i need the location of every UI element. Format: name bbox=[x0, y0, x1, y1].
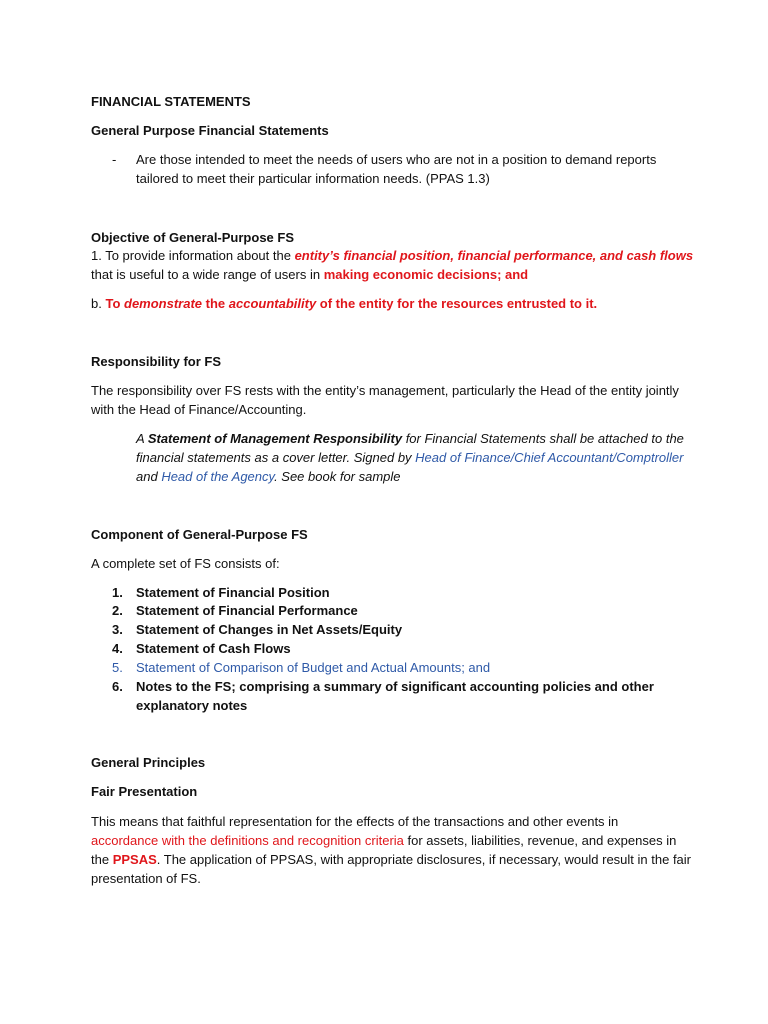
ppsas-emphasis: PPSAS bbox=[112, 852, 157, 867]
document-title: FINANCIAL STATEMENTS bbox=[91, 94, 251, 109]
smr-title: Statement of Management Responsibility bbox=[147, 431, 403, 446]
objective-b-accountability: accountability bbox=[228, 296, 317, 311]
list-item-continuation bbox=[112, 698, 247, 714]
smr-line-2 bbox=[136, 450, 684, 466]
responsibility-line-1: The responsibility over FS rests with the entity’s management, particularly the Head of the entity jointly bbox=[91, 383, 679, 398]
components-heading: Component of General-Purpose FS bbox=[91, 527, 308, 542]
list-item bbox=[112, 585, 330, 601]
objective-b-rest: of the entity for the resources entrusted to it. bbox=[316, 296, 598, 311]
list-item-text: explanatory notes bbox=[136, 698, 248, 713]
list-item bbox=[112, 660, 490, 676]
objective-b-prefix: b. bbox=[91, 296, 106, 311]
gpfs-definition-line-2: tailored to meet their particular information needs. (PPAS 1.3) bbox=[136, 171, 490, 186]
smr-line-1-c: for Financial Statements shall be attached to the bbox=[402, 431, 684, 446]
list-item-text: Statement of Cash Flows bbox=[136, 641, 291, 656]
objective-emphasis-decisions: making economic decisions; and bbox=[323, 267, 529, 282]
list-item bbox=[112, 679, 654, 695]
list-item-number: 1. bbox=[112, 585, 123, 600]
list-item-number: 6. bbox=[112, 679, 123, 694]
list-item-number: 4. bbox=[112, 641, 123, 656]
smr-line-2-a: financial statements as a cover letter. Signed by bbox=[136, 450, 416, 465]
fair-presentation-line-1: This means that faithful representation for the effects of the transactions and other events in bbox=[91, 814, 619, 829]
responsibility-line-2: with the Head of Finance/Accounting. bbox=[91, 402, 307, 417]
list-item bbox=[112, 603, 358, 619]
fair-presentation-emphasis: accordance with the definitions and recognition criteria bbox=[91, 833, 404, 848]
list-item bbox=[112, 622, 402, 638]
objective-line-1-text: 1. To provide information about the bbox=[91, 248, 295, 263]
gpfs-heading: General Purpose Financial Statements bbox=[91, 123, 329, 138]
list-item-number: 2. bbox=[112, 603, 123, 618]
objective-b-to: To bbox=[105, 296, 124, 311]
list-item-text: Notes to the FS; comprising a summary of significant accounting policies and other bbox=[136, 679, 654, 694]
smr-line-3-a: and bbox=[136, 469, 162, 484]
smr-line-1 bbox=[136, 431, 684, 447]
objective-line-2-text: that is useful to a wide range of users in bbox=[91, 267, 324, 282]
list-item-text: Statement of Financial Performance bbox=[136, 603, 358, 618]
smr-line-3 bbox=[136, 469, 401, 485]
principles-heading: General Principles bbox=[91, 755, 206, 770]
fair-presentation-line-2 bbox=[91, 833, 676, 849]
objective-b-the: the bbox=[202, 296, 229, 311]
responsibility-heading: Responsibility for FS bbox=[91, 354, 222, 369]
smr-line-3-c: . See book for sample bbox=[274, 469, 401, 484]
objective-item-b bbox=[91, 296, 597, 312]
list-item-text: Statement of Financial Position bbox=[136, 585, 330, 600]
fair-presentation-line-3 bbox=[91, 852, 691, 868]
smr-signatory-agency: Head of the Agency bbox=[161, 469, 275, 484]
objective-b-demonstrate: demonstrate bbox=[124, 296, 203, 311]
list-item-number: 3. bbox=[112, 622, 123, 637]
smr-signatory-finance: Head of Finance/Chief Accountant/Comptroller bbox=[415, 450, 684, 465]
fair-presentation-line-2-text: for assets, liabilities, revenue, and expenses in bbox=[403, 833, 677, 848]
fair-presentation-line-4: presentation of FS. bbox=[91, 871, 201, 886]
fair-presentation-line-3-a: the bbox=[91, 852, 113, 867]
fair-presentation-heading: Fair Presentation bbox=[91, 784, 198, 799]
objective-line-1 bbox=[91, 248, 693, 264]
objective-line-2 bbox=[91, 267, 528, 283]
components-intro: A complete set of FS consists of: bbox=[91, 556, 280, 571]
objective-emphasis-positions: entity’s financial position, financial performance, and cash flows bbox=[294, 248, 694, 263]
smr-line-1-a: A bbox=[136, 431, 148, 446]
objective-heading: Objective of General-Purpose FS bbox=[91, 230, 294, 245]
gpfs-definition-line-1: Are those intended to meet the needs of users who are not in a position to demand reports bbox=[136, 152, 657, 167]
list-item-number: 5. bbox=[112, 660, 123, 675]
fair-presentation-line-3-c: . The application of PPSAS, with appropriate disclosures, if necessary, would result in the fair bbox=[156, 852, 691, 867]
list-item-text: Statement of Comparison of Budget and Actual Amounts; and bbox=[136, 660, 491, 675]
list-item bbox=[112, 641, 291, 657]
list-item-text: Statement of Changes in Net Assets/Equity bbox=[136, 622, 403, 637]
bullet-marker: - bbox=[112, 152, 117, 167]
